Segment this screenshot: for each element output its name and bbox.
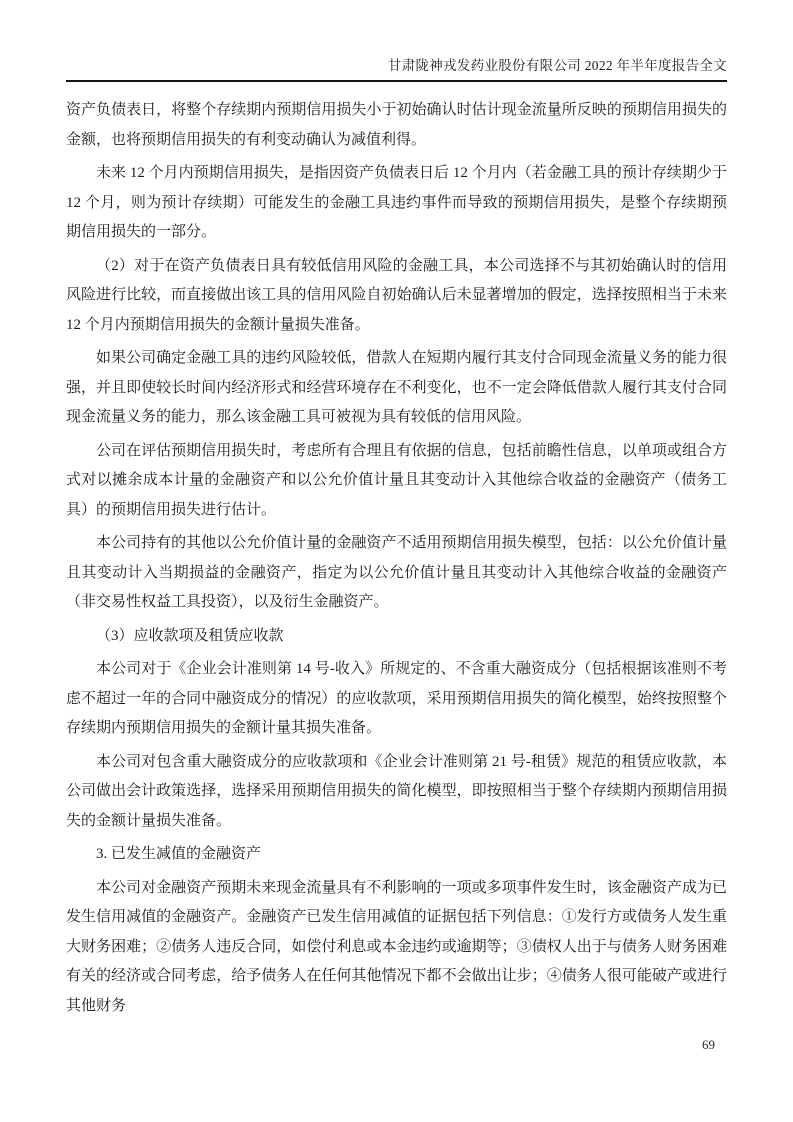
section-heading: （3）应收款项及租赁应收款 (96, 627, 284, 644)
body-paragraph: 本公司对包含重大融资成分的应收款项和《企业会计准则第 21 号-租赁》规范的租赁应收款，本公司做出会计政策选择，选择采用预期信用损失的简化模型，即按照相当于整个存续期内预期信用损失的金额计量损失准备。 (66, 753, 727, 829)
body-paragraph: （2）对于在资产负债表日具有较低信用风险的金融工具，本公司选择不与其初始确认时的信用风险进行比较，而直接做出该工具的信用风险自初始确认后未显著增加的假定，选择按照相当于未来 12 个月内预期信用损失的金额计量损失准备。 (66, 257, 727, 333)
report-header-title: 甘肃陇神戎发药业股份有限公司 2022 年半年度报告全文 (387, 58, 727, 73)
body-paragraph: 未来 12 个月内预期信用损失，是指因资产负债表日后 12 个月内（若金融工具的预计存续期少于 12 个月，则为预计存续期）可能发生的金融工具违约事件而导致的预期信用损失，是整个存续期预期信用损失的一部分。 (66, 165, 727, 240)
body-paragraph: 本公司对金融资产预期未来现金流量具有不利影响的一项或多项事件发生时，该金融资产成为已发生信用减值的金融资产。金融资产已发生信用减值的证据包括下列信息：①发行方或债务人发生重大财务困难；②债务人违反合同，如偿付利息或本金违约或逾期等；③债权人出于与债务人财务困难有关的经济或合同考虑，给予债务人在任何其他情况下都不会做出让步；④债务人很可能破产或进行其他财务 (66, 879, 727, 1014)
document-body (66, 96, 727, 1025)
body-paragraph: 如果公司确定金融工具的违约风险较低，借款人在短期内履行其支付合同现金流量义务的能力很强，并且即使较长时间内经济形式和经营环境存在不利变化，也不一定会降低借款人履行其支付合同现金流量义务的能力，那么该金融工具可被视为具有较低的信用风险。 (66, 350, 727, 425)
section-heading: 3. 已发生减值的金融资产 (96, 846, 262, 862)
body-paragraph: 资产负债表日，将整个存续期内预期信用损失小于初始确认时估计现金流量所反映的预期信用损失的金额，也将预期信用损失的有利变动确认为减值利得。 (66, 102, 727, 148)
page-header (66, 56, 727, 82)
page-number: 69 (702, 1037, 715, 1052)
body-paragraph: 本公司对于《企业会计准则第 14 号-收入》所规定的、不含重大融资成分（包括根据该准则不考虑不超过一年的合同中融资成分的情况）的应收款项，采用预期信用损失的简化模型，始终按照整个存续期内预期信用损失的金额计量其损失准备。 (66, 661, 727, 736)
body-paragraph: 本公司持有的其他以公允价值计量的金融资产不适用预期信用损失模型，包括：以公允价值计量且其变动计入当期损益的金融资产，指定为以公允价值计量且其变动计入其他综合收益的金融资产（非交易性权益工具投资），以及衍生金融资产。 (66, 535, 727, 610)
body-paragraph: 公司在评估预期信用损失时，考虑所有合理且有依据的信息，包括前瞻性信息，以单项或组合方式对以摊余成本计量的金融资产和以公允价值计量且其变动计入其他综合收益的金融资产（债务工具）的预期信用损失进行估计。 (66, 442, 727, 518)
